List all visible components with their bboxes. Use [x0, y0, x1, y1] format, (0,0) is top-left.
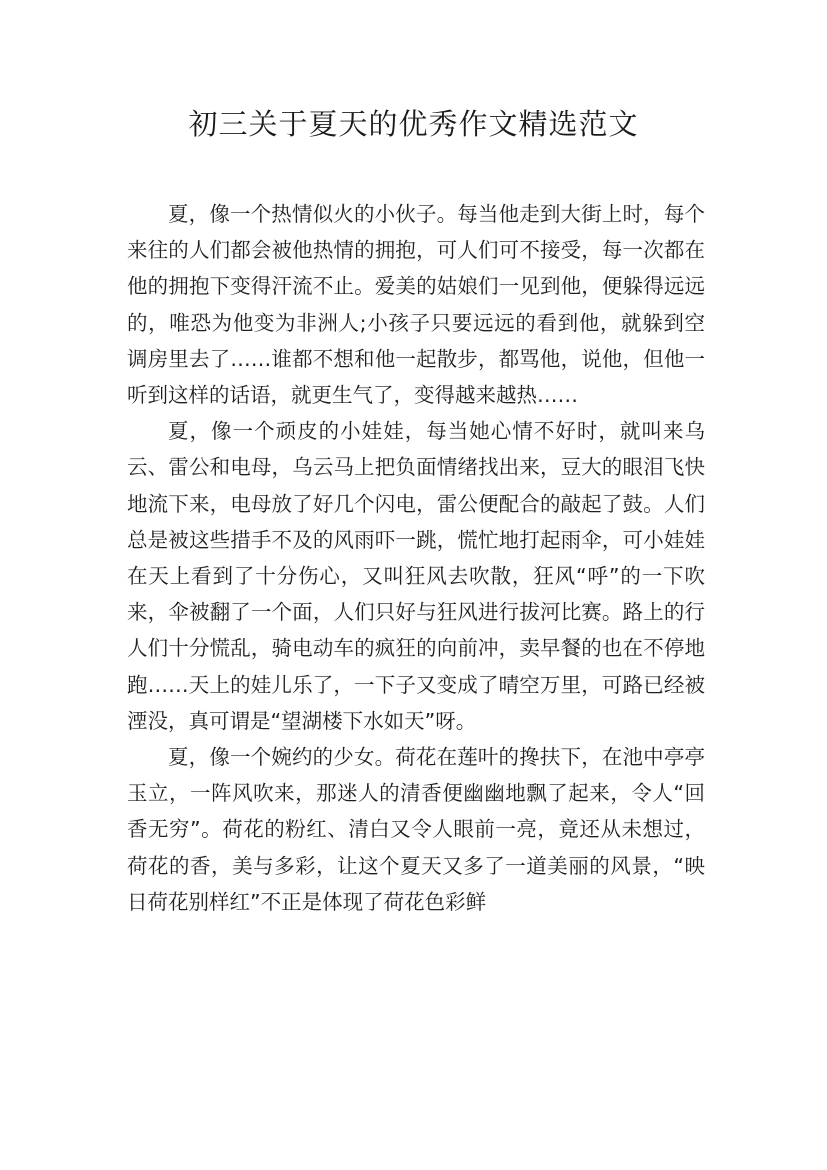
paragraph-2: 夏，像一个顽皮的小娃娃，每当她心情不好时，就叫来乌云、雷公和电母，乌云马上把负面情绪找出来，豆大的眼泪飞快地流下来，电母放了好几个闪电，雷公便配合的敲起了鼓。人们总是被这些措手不及的风雨吓一跳，慌忙地打起雨伞，可小娃娃在天上看到了十分伤心，又叫狂风去吹散，狂风“呼”的一下吹来，伞被翻了一个面，人们只好与狂风进行拔河比赛。路上的行人们十分慌乱，骑电动车的疯狂的向前冲，卖早餐的也在不停地跑……天上的娃儿乐了，一下子又变成了晴空万里，可路已经被湮没，真可谓是“望湖楼下水如天”呀。 — [127, 419, 705, 733]
document-title: 初三关于夏天的优秀作文精选范文 — [188, 107, 639, 141]
paragraph-3: 夏，像一个婉约的少女。荷花在莲叶的搀扶下，在池中亭亭玉立，一阵风吹来，那迷人的清香便幽幽地飘了起来，令人“回香无穷”。荷花的粉红、清白又令人眼前一亮，竟还从未想过，荷花的香，美与多彩，让这个夏天又多了一道美丽的风景，“映日荷花别样红”不正是体现了荷花色彩鲜 — [127, 745, 705, 914]
document-body — [127, 196, 705, 920]
paragraph-1: 夏，像一个热情似火的小伙子。每当他走到大街上时，每个来往的人们都会被他热情的拥抱，可人们可不接受，每一次都在他的拥抱下变得汗流不止。爱美的姑娘们一见到他，便躲得远远的，唯恐为他变为非洲人;小孩子只要远远的看到他，就躲到空调房里去了……谁都不想和他一起散步，都骂他，说他，但他一听到这样的话语，就更生气了，变得越来越热…… — [127, 202, 705, 408]
